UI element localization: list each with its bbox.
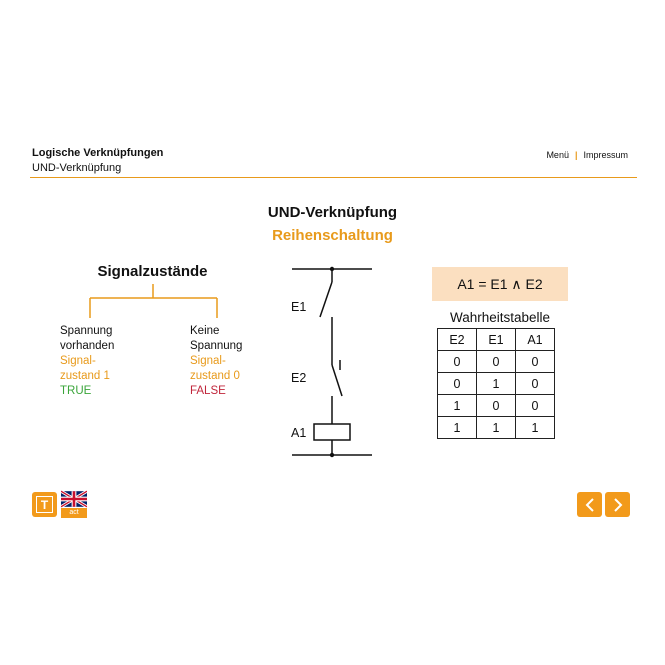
formula-box bbox=[432, 267, 568, 301]
header-a1: A1 bbox=[516, 329, 555, 351]
truth-table-title: Wahrheitstabelle bbox=[449, 310, 551, 325]
truth-table bbox=[437, 328, 555, 439]
language-switch-button[interactable] bbox=[61, 490, 87, 518]
table-row bbox=[438, 351, 555, 373]
nav-separator: | bbox=[574, 150, 578, 160]
truth-table-header-row bbox=[438, 329, 555, 351]
true-label: TRUE bbox=[60, 385, 92, 397]
next-page-button[interactable] bbox=[605, 492, 630, 517]
page-subtitle: UND-Verknüpfung bbox=[32, 162, 122, 174]
top-nav bbox=[546, 150, 628, 160]
logo-button[interactable] bbox=[32, 492, 57, 517]
header-e2: E2 bbox=[438, 329, 477, 351]
table-cell: 0 bbox=[516, 395, 555, 417]
table-row bbox=[438, 373, 555, 395]
table-cell: 0 bbox=[477, 395, 516, 417]
signal-false-block bbox=[190, 324, 242, 399]
signal-true-block bbox=[60, 324, 114, 399]
table-cell: 1 bbox=[477, 417, 516, 439]
true-desc-line1: Spannung bbox=[60, 325, 113, 337]
table-cell: 0 bbox=[477, 351, 516, 373]
table-cell: 0 bbox=[438, 351, 477, 373]
false-desc-line2: Spannung bbox=[190, 340, 243, 352]
chevron-right-icon bbox=[611, 497, 625, 513]
table-row bbox=[438, 395, 555, 417]
false-state-line1: Signal- bbox=[190, 355, 226, 367]
main-subtitle: Reihenschaltung bbox=[272, 227, 393, 244]
table-cell: 0 bbox=[516, 351, 555, 373]
true-desc-line2: vorhanden bbox=[60, 340, 115, 352]
switch-e1-label: E1 bbox=[291, 300, 307, 314]
language-label: act bbox=[61, 508, 87, 518]
signal-states-title: Signalzustände bbox=[97, 263, 208, 280]
table-row bbox=[438, 417, 555, 439]
chevron-left-icon bbox=[583, 497, 597, 513]
page-title: Logische Verknüpfungen bbox=[32, 147, 164, 159]
table-cell: 0 bbox=[516, 373, 555, 395]
switch-e2-label: E2 bbox=[291, 371, 307, 385]
t-logo-icon: T bbox=[36, 496, 53, 513]
false-desc-line1: Keine bbox=[190, 325, 220, 337]
table-cell: 1 bbox=[516, 417, 555, 439]
signal-bracket bbox=[80, 282, 230, 322]
true-state-line2: zustand 1 bbox=[60, 370, 110, 382]
table-cell: 1 bbox=[438, 417, 477, 439]
uk-flag-icon bbox=[61, 490, 87, 508]
table-cell: 1 bbox=[438, 395, 477, 417]
previous-page-button[interactable] bbox=[577, 492, 602, 517]
header-e1: E1 bbox=[477, 329, 516, 351]
false-state-line2: zustand 0 bbox=[190, 370, 240, 382]
table-cell: 1 bbox=[477, 373, 516, 395]
main-title: UND-Verknüpfung bbox=[267, 204, 398, 221]
menu-link[interactable]: Menü bbox=[546, 150, 569, 160]
header-divider bbox=[30, 177, 637, 178]
relay-a1-label: A1 bbox=[291, 426, 307, 440]
true-state-line1: Signal- bbox=[60, 355, 96, 367]
formula-text: A1 = E1 ∧ E2 bbox=[457, 275, 543, 292]
table-cell: 0 bbox=[438, 373, 477, 395]
false-label: FALSE bbox=[190, 385, 226, 397]
impressum-link[interactable]: Impressum bbox=[583, 150, 628, 160]
